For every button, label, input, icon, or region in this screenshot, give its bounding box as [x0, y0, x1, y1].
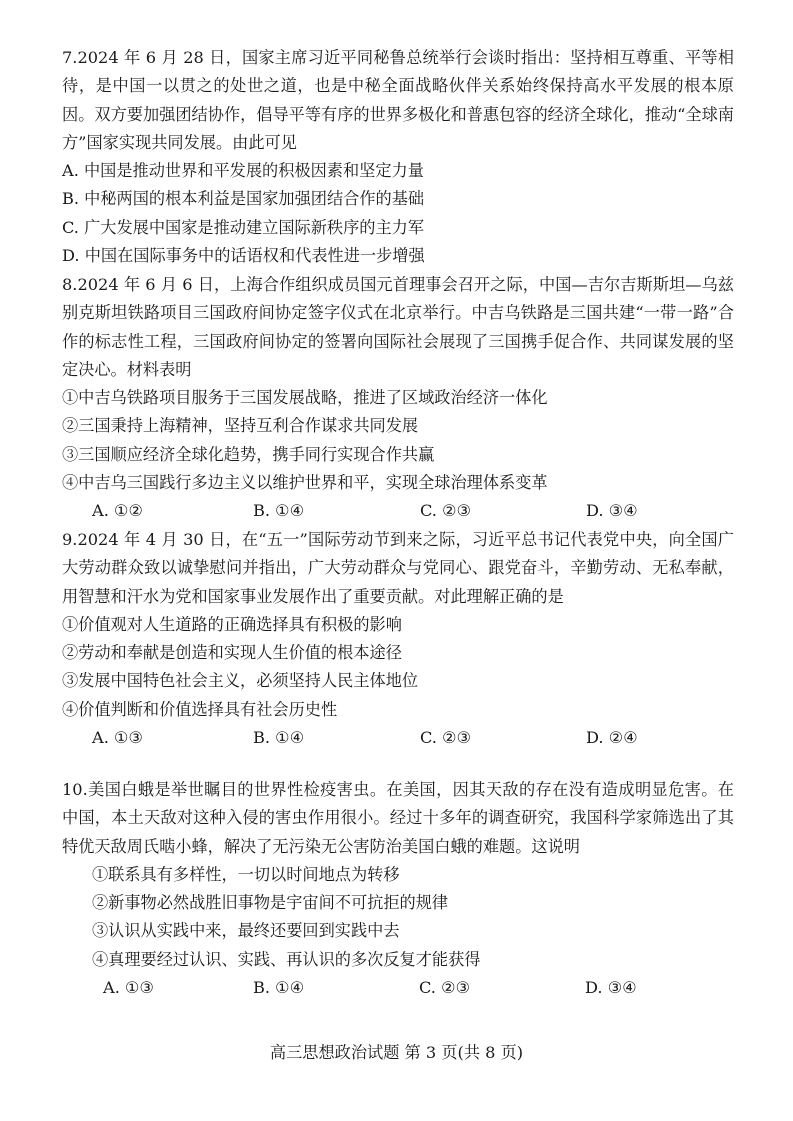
- question-stem: 9.2024 年 4 月 30 日，在“五一”国际劳动节到来之际，习近平总书记代表党中央，向全国广大劳动群众致以诚挚慰问并指出，广大劳动群众与党同心、跟党奋斗，辛勤劳动、无私奉献，用智慧和汗水为党和国家事业发展作出了重要贡献。对此理解正确的是: [62, 530, 734, 606]
- question-stem: 8.2024 年 6 月 6 日，上海合作组织成员国元首理事会召开之际，中国—吉尔吉斯斯坦—乌兹别克斯坦铁路项目三国政府间协定签字仪式在北京举行。中吉乌铁路是三国共建“一带一路”合作的标志性工程，三国政府间协定的签署向国际社会展现了三国携手促合作、共同谋发展的坚定决心。材料表明: [62, 275, 734, 379]
- page-footer: 高三思想政治试题 第 3 页(共 8 页): [269, 1043, 524, 1062]
- choice-row: [62, 724, 734, 752]
- choice-c: C. ②③: [420, 501, 472, 521]
- question-10: [62, 776, 734, 1002]
- choice-d: D. ③④: [586, 501, 638, 521]
- statement-4: ④真理要经过认识、实践、再认识的多次反复才能获得: [92, 949, 481, 969]
- statement-1: ①价值观对人生道路的正确选择具有积极的影响: [62, 614, 402, 634]
- question-stem: 7.2024 年 6 月 28 日，国家主席习近平同秘鲁总统举行会谈时指出：坚持相互尊重、平等相待，是中国一以贯之的处世之道，也是中秘全面战略伙伴关系始终保持高水平发展的根本原因。双方要加强团结协作，倡导平等有序的世界多极化和普惠包容的经济全球化，推动“全球南方”国家实现共同发展。由此可见: [62, 48, 734, 152]
- choice-a: A. ①③: [103, 978, 155, 998]
- option-c: C. 广大发展中国家是推动建立国际新秩序的主力军: [62, 217, 425, 237]
- question-7: [62, 44, 734, 270]
- statement-2: ②劳动和奉献是创造和实现人生价值的根本途径: [62, 643, 402, 663]
- choice-a: A. ①③: [92, 728, 144, 748]
- choice-b: B. ①④: [253, 501, 305, 521]
- statement-3: ③认识从实践中来，最终还要回到实践中去: [92, 921, 400, 941]
- choice-d: D. ③④: [585, 978, 637, 998]
- option-d: D. 中国在国际事务中的话语权和代表性进一步增强: [62, 246, 425, 266]
- choice-a: A. ①②: [92, 501, 144, 521]
- choice-c: C. ②③: [420, 728, 472, 748]
- question-8: [62, 271, 734, 526]
- question-stem: 10.美国白蛾是举世瞩目的世界性检疫害虫。在美国，因其天敌的存在没有造成明显危害。在中国，本土天敌对这种入侵的害虫作用很小。经过十多年的调查研究，我国科学家筛选出了其特优天敌周氏啮小蜂，解决了无污染无公害防治美国白蛾的难题。这说明: [62, 780, 734, 856]
- statement-3: ③三国顺应经济全球化趋势，携手同行实现合作共赢: [62, 444, 435, 464]
- choice-b: B. ①④: [253, 728, 305, 748]
- option-b: B. 中秘两国的根本利益是国家加强团结合作的基础: [62, 189, 425, 209]
- question-9: [62, 526, 734, 752]
- option-a: A. 中国是推动世界和平发展的积极因素和坚定力量: [62, 161, 424, 181]
- statement-1: ①中吉乌铁路项目服务于三国发展战略，推进了区域政治经济一体化: [62, 388, 548, 408]
- choice-c: C. ②③: [419, 978, 471, 998]
- statement-3: ③发展中国特色社会主义，必须坚持人民主体地位: [62, 671, 419, 691]
- statement-1: ①联系具有多样性，一切以时间地点为转移: [92, 864, 400, 884]
- choice-row: [62, 974, 734, 1002]
- statement-4: ④中吉乌三国践行多边主义以维护世界和平，实现全球治理体系变革: [62, 473, 548, 493]
- choice-row: [62, 497, 734, 525]
- statement-2: ②新事物必然战胜旧事物是宇宙间不可抗拒的规律: [92, 893, 449, 913]
- choice-d: D. ②④: [586, 728, 638, 748]
- statement-2: ②三国秉持上海精神，坚持互利合作谋求共同发展: [62, 416, 419, 436]
- choice-b: B. ①④: [253, 978, 305, 998]
- statement-4: ④价值判断和价值选择具有社会历史性: [62, 699, 338, 719]
